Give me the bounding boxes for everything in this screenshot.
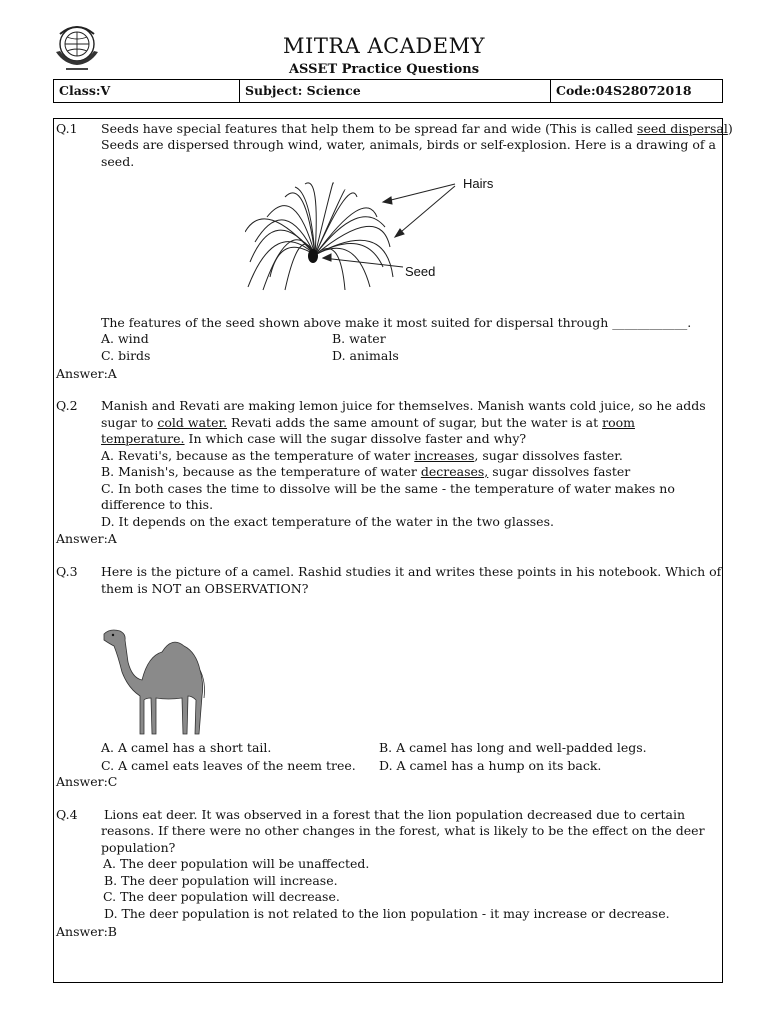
q1-line1: Seeds have special features that help them to be spread far and wide (This is called seed dispersal) <box>101 121 733 136</box>
code-label: Code:04S28072018 <box>556 83 692 98</box>
q3-option-c: C. A camel eats leaves of the neem tree. <box>101 758 356 773</box>
camel-picture <box>98 626 208 742</box>
q1-option-b: B. water <box>332 331 386 346</box>
q2-line2: sugar to cold water. Revati adds the same amount of sugar, but the water is at room <box>101 415 635 430</box>
q4-answer: Answer:B <box>56 924 117 939</box>
q3-option-a: A. A camel has a short tail. <box>101 740 272 755</box>
q1-line2: Seeds are dispersed through wind, water, animals, birds or self-explosion. Here is a drawing of a <box>101 137 716 152</box>
seed-diagram <box>245 172 505 297</box>
q2-number: Q.2 <box>56 398 78 413</box>
q4-option-d: D. The deer population is not related to the lion population - it may increase or decrease. <box>104 906 670 921</box>
q2-option-d: D. It depends on the exact temperature of the water in the two glasses. <box>101 514 554 529</box>
hairs-label: Hairs <box>463 176 494 191</box>
info-header-table <box>53 79 723 103</box>
q1-stem: The features of the seed shown above make it most suited for dispersal through ____________. <box>101 315 692 330</box>
q3-line2: them is NOT an OBSERVATION? <box>101 581 309 596</box>
q2-option-c-line1: C. In both cases the time to dissolve will be the same - the temperature of water makes no <box>101 481 675 496</box>
q4-option-c: C. The deer population will decrease. <box>103 889 340 904</box>
q1-option-a: A. wind <box>101 331 149 346</box>
q1-answer: Answer:A <box>56 366 117 381</box>
q4-number: Q.4 <box>56 807 78 822</box>
q3-line1: Here is the picture of a camel. Rashid studies it and writes these points in his notebook. Which of <box>101 564 722 579</box>
q2-line3: temperature. In which case will the sugar dissolve faster and why? <box>101 431 527 446</box>
subject-label: Subject: Science <box>245 83 361 98</box>
q3-number: Q.3 <box>56 564 78 579</box>
seed-label: Seed <box>405 264 436 279</box>
q2-line1: Manish and Revati are making lemon juice for themselves. Manish wants cold juice, so he adds <box>101 398 706 413</box>
q4-line2: reasons. If there were no other changes in the forest, what is likely to be the effect on the deer <box>101 823 705 838</box>
q1-number: Q.1 <box>56 121 78 136</box>
q1-option-c: C. birds <box>101 348 151 363</box>
q2-option-c-line2: difference to this. <box>101 497 214 512</box>
class-label: Class:V <box>59 83 111 98</box>
q4-option-a: A. The deer population will be unaffected. <box>103 856 370 871</box>
q2-option-a: A. Revati's, because as the temperature of water increases, sugar dissolves faster. <box>101 448 623 463</box>
q4-option-b: B. The deer population will increase. <box>104 873 338 888</box>
q3-answer: Answer:C <box>56 774 118 789</box>
q4-line3: population? <box>101 840 176 855</box>
q4-line1: Lions eat deer. It was observed in a forest that the lion population decreased due to certain <box>104 807 686 822</box>
q3-option-b: B. A camel has long and well-padded legs. <box>379 740 647 755</box>
q1-line3: seed. <box>101 154 135 169</box>
q1-option-d: D. animals <box>332 348 399 363</box>
q3-option-d: D. A camel has a hump on its back. <box>379 758 602 773</box>
document-subtitle: ASSET Practice Questions <box>288 62 480 77</box>
school-name: MITRA ACADEMY <box>283 34 485 58</box>
q2-option-b: B. Manish's, because as the temperature of water decreases, sugar dissolves faster <box>101 464 631 479</box>
q2-answer: Answer:A <box>56 531 117 546</box>
